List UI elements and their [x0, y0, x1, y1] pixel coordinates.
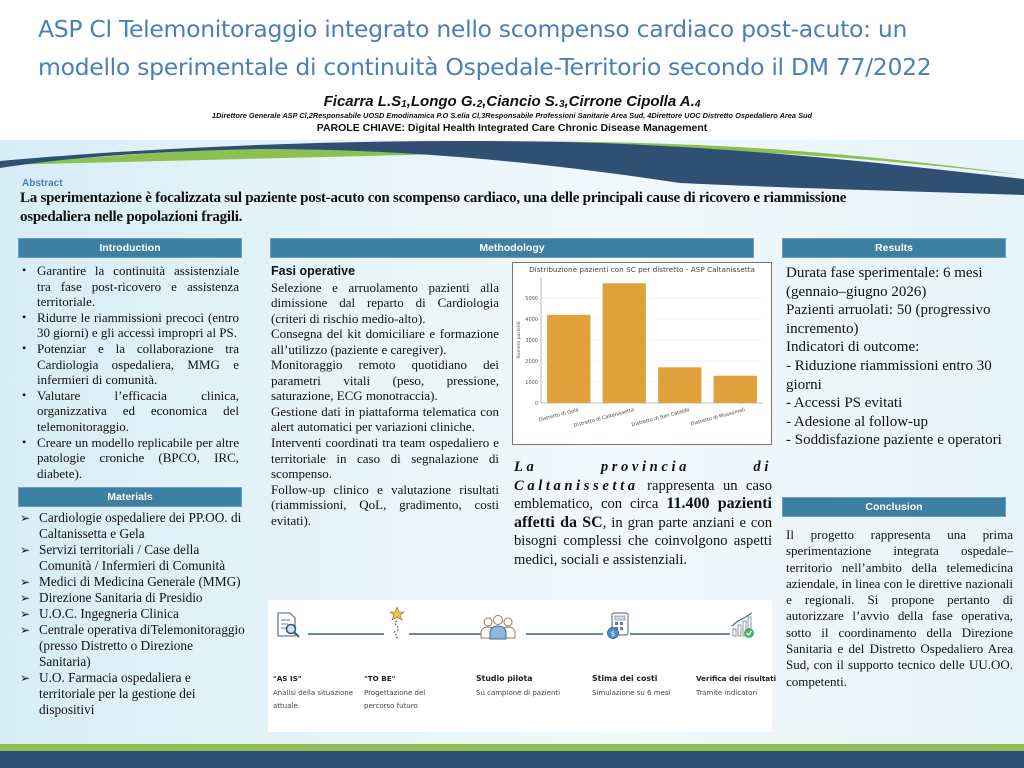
author-name: Ficarra L.S	[323, 93, 402, 110]
svg-text:4000: 4000	[525, 317, 538, 323]
introduction-item: • Valutare l’efficacia clinica, organizzativa ed economica del telemonitoraggio.	[20, 388, 239, 435]
abstract-label: Abstract	[22, 178, 63, 189]
results-line: Indicatori di outcome:	[786, 339, 920, 356]
step-title: "AS IS"	[273, 674, 302, 683]
footer-navy-band	[0, 751, 1024, 768]
results-line: Pazienti arruolati: 50 (progressivo incremento)	[786, 302, 991, 337]
province-text: , in gran parte anziani e con bisogni complessi che coinvolgono aspetti medici, sociali e assistenziali.	[514, 514, 773, 568]
svg-text:Numero pazienti: Numero pazienti	[517, 321, 522, 359]
materials-section	[20, 510, 245, 718]
materials-item: ➢ Medici di Medicina Generale (MMG)	[20, 574, 245, 590]
conclusion-heading: Conclusion	[782, 497, 1006, 517]
introduction-list	[20, 263, 239, 481]
materials-heading: Materials	[18, 487, 242, 507]
materials-list	[20, 510, 245, 718]
step-title: Stima dei costi	[592, 674, 658, 683]
step-desc: Su campione di pazienti	[476, 689, 561, 697]
path-star-icon	[384, 606, 410, 640]
province-paragraph	[514, 458, 772, 569]
methodology-paragraph: Consegna del kit domiciliare e formazione all’utilizzo (paziente e caregiver).	[271, 326, 499, 357]
svg-text:Distretto di Caltanissetta: Distretto di Caltanissetta	[572, 407, 635, 430]
province-lead: La provincia di Caltanissetta	[514, 459, 772, 494]
methodology-paragraph: Follow-up clinico e valutazione risultati (riammissioni, QoL, gradimento, costi evitati).	[271, 481, 499, 528]
author-sup: 2	[476, 99, 483, 110]
affiliations: 1Direttore Generale ASP Cl,2Responsabile UOSD Emodinamica P.O S.elia Cl,3Responsabile Professioni Sanitarie Area Sud, 4Direttore UOC Distretto Ospedaliero Area Sud	[211, 111, 813, 120]
bar-chart	[512, 262, 772, 445]
materials-item: ➢ U.O.C. Ingegneria Clinica	[20, 606, 245, 622]
chart-plot	[513, 263, 771, 444]
authors	[0, 93, 1024, 110]
materials-item: ➢ Centrale operativa diTelemonitoraggio (presso Distretto o Direzione Sanitaria)	[20, 622, 245, 670]
introduction-item: • Ridurre le riammissioni precoci (entro 30 giorni) e gli accessi impropri al PS.	[20, 310, 239, 341]
introduction-heading: Introduction	[18, 238, 242, 258]
introduction-item: • Potenziar e la collaborazione tra Cardiologia ospedaliera, MMG e infermieri di comunità.	[20, 341, 239, 388]
step-desc: Simulazione su 6 mesi	[592, 689, 671, 697]
svg-text:Distretto di San Cataldo: Distretto di San Cataldo	[631, 407, 691, 429]
svg-text:Distretto di Gela: Distretto di Gela	[538, 407, 580, 424]
methodology-paragraph: Gestione dati in piattaforma telematica con alert automatici per variazioni cliniche.	[271, 403, 499, 435]
results-heading: Results	[782, 238, 1006, 258]
methodology-section	[271, 264, 499, 528]
results-line: - Riduzione riammissioni entro 30 giorni	[786, 357, 992, 393]
materials-item: ➢ Direzione Sanitaria di Presidio	[20, 590, 245, 606]
methodology-heading: Methodology	[270, 238, 754, 258]
results-line: - Soddisfazione paziente e operatori	[786, 432, 1002, 449]
growth-chart-check-icon	[730, 610, 756, 640]
methodology-paragraph: Selezione e arruolamento pazienti alla dimissione dal reparto di Cardiologia (criteri di rischio medio-alto).	[271, 279, 499, 326]
step-title: Studio pilota	[476, 674, 533, 683]
calculator-cost-icon	[606, 610, 632, 640]
svg-text:5000: 5000	[525, 296, 538, 302]
team-icon	[480, 610, 516, 640]
poster-title	[38, 10, 998, 86]
footer-green-band	[0, 744, 1024, 751]
process-timeline	[268, 600, 777, 732]
title-line-1: ASP Cl Telemonitoraggio integrato nello scompenso cardiaco post-acuto: un	[38, 15, 908, 43]
materials-item: ➢ Cardiologie ospedaliere dei PP.OO. di Caltanissetta e Gela	[20, 510, 245, 542]
title-line-2: modello sperimentale di continuità Ospedale-Territorio secondo il DM 77/2022	[38, 53, 932, 81]
timeline-connector	[630, 633, 730, 635]
author-name: ,Ciancio S.	[482, 93, 559, 110]
methodology-paragraph: Interventi coordinati tra team ospedaliero e territoriale in caso di segnalazione di scompenso.	[271, 435, 499, 482]
author-sup: 3	[558, 99, 565, 110]
results-line: - Adesione al follow-up	[786, 413, 929, 430]
header-wave-decoration	[0, 135, 1024, 195]
timeline-connector	[409, 633, 482, 635]
chart-title: Distribuzione pazienti con SC per distretto - ASP Caltanissetta	[529, 265, 755, 274]
author-sup: 1	[401, 99, 407, 110]
step-title: Verifica dei risultati	[696, 674, 777, 683]
materials-item: ➢ U.O. Farmacia ospedaliera e territoriale per la gestione dei dispositivi	[20, 670, 245, 718]
step-desc: Tramite indicatori	[696, 689, 758, 697]
author-name: ,Longo G.	[406, 93, 477, 110]
step-desc: Analisi della situazione attuale	[273, 689, 354, 710]
timeline-connector	[526, 633, 603, 635]
document-search-icon	[275, 610, 301, 640]
author-sup: 4	[694, 99, 701, 110]
svg-text:$: $	[610, 630, 616, 638]
province-text: rappresenta un caso emblematico, con circa	[514, 477, 772, 512]
results-line: - Accessi PS evitati	[786, 395, 903, 412]
results-line: Durata fase sperimentale: 6 mesi (gennaio–giugno 2026)	[786, 265, 983, 300]
keywords: PAROLE CHIAVE: Digital Health Integrated Care Chronic Disease Management	[316, 122, 708, 134]
introduction-item: • Garantire la continuità assistenziale tra fase post-ricovero e assistenza territoriale.	[20, 263, 239, 310]
introduction-item: • Creare un modello replicabile per altre patologie croniche (BPCO, IRC, diabete).	[20, 435, 239, 482]
svg-text:0: 0	[534, 401, 538, 407]
timeline-connector	[308, 633, 384, 635]
methodology-paragraph: Monitoraggio remoto quotidiano dei parametri vitali (peso, pressione, saturazione, ECG monotraccia).	[271, 357, 499, 404]
svg-text:2000: 2000	[525, 359, 538, 365]
conclusion-text: Il progetto rappresenta una prima sperimentazione integrata ospedale–territorio nell’ambito della telemedicina aziendale, in linea con le direttive nazionali e regionali. Si propone pertanto di autorizzare l’avvio della fase operativa, sotto il coordinamento della Direzione Sanitaria e del Distretto Ospedaliero Area Sud, con il supporto tecnico delle UU.OO. competenti.	[786, 527, 1013, 689]
results-section	[786, 264, 1011, 450]
introduction-section	[20, 263, 239, 481]
step-desc: Progettazione del percorso futuro	[364, 689, 426, 710]
svg-text:Distretto di Mussomeli: Distretto di Mussomeli	[690, 407, 746, 428]
svg-text:1000: 1000	[525, 380, 538, 386]
patients-highlight: 11.400 pazienti affetti da SC	[514, 495, 772, 531]
svg-text:3000: 3000	[525, 338, 538, 344]
abstract-text: La sperimentazione è focalizzata sul paziente post-acuto con scompenso cardiaco, una delle principali cause di ricovero e riammissione ospedaliera nelle popolazioni fragili.	[20, 190, 847, 225]
author-name: ,Cirrone Cipolla A.	[564, 93, 695, 110]
step-title: "TO BE"	[364, 674, 396, 683]
materials-item: ➢ Servizi territoriali / Case della Comunità / Infermieri di Comunità	[20, 542, 245, 574]
fasi-operative-heading: Fasi operative	[271, 264, 356, 278]
